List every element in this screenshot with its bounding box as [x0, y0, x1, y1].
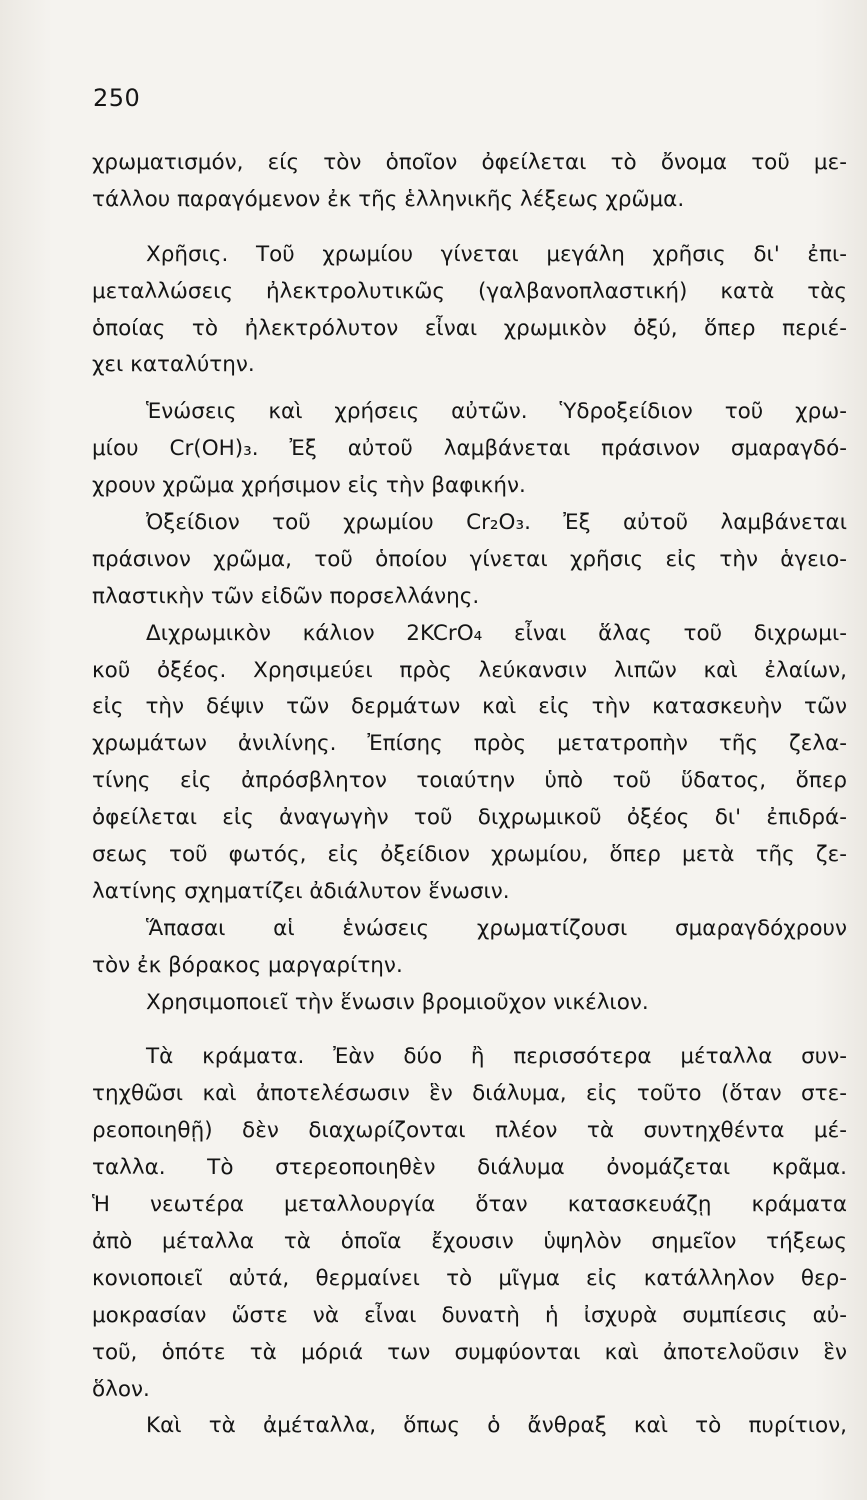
text-line: Ὀξείδιον τοῦ χρωμίου Cr₂O₃. Ἐξ αὐτοῦ λαμβάνεται [146, 510, 847, 536]
text-line: ὀφείλεται εἰς ἀναγωγὴν τοῦ διχρωμικοῦ ὀξέος δι' ἐπιδρά- [92, 805, 847, 831]
text-line: σεως τοῦ φωτός, εἰς ὀξείδιον χρωμίου, ὅπερ μετὰ τῆς ζε- [92, 842, 847, 868]
text-line: ρεοποιηθῇ) δὲν διαχωρίζονται πλέον τὰ συντηχθέντα μέ- [92, 1118, 847, 1144]
text-line: Ἡ νεωτέρα μεταλλουργία ὅταν κατασκευάζῃ κράματα [92, 1192, 847, 1218]
text-line: τὸν ἐκ βόρακος μαργαρίτην. [92, 952, 403, 978]
text-line: κονιοποιεῖ αὐτά, θερμαίνει τὸ μῖγμα εἰς κατάλληλον θερ- [92, 1265, 847, 1291]
text-line: χει καταλύτην. [92, 352, 255, 378]
text-line: μεταλλώσεις ἠλεκτρολυτικῶς (γαλβανοπλαστική) κατὰ τὰς [92, 278, 847, 304]
text-line: χρωματισμόν, είς τὸν ὁποῖον ὀφείλεται τὸ ὄνομα τοῦ με- [92, 150, 847, 175]
text-line: Διχρωμικὸν κάλιον 2KCrO₄ εἶναι ἅλας τοῦ διχρωμι- [146, 620, 847, 646]
text-line: Χρῆσις. Τοῦ χρωμίου γίνεται μεγάλη χρῆσις δι' ἐπι- [146, 241, 847, 267]
text-line: τηχθῶσι καὶ ἀποτελέσωσιν ἓν διάλυμα, εἰς τοῦτο (ὅταν στε- [92, 1081, 847, 1107]
text-line: τοῦ, ὁπότε τὰ μόριά των συμφύονται καὶ ἀποτελοῦσιν ἓν [92, 1339, 847, 1365]
text-line: πλαστικὴν τῶν εἰδῶν πορσελλάνης. [92, 583, 480, 609]
text-line: πράσινον χρῶμα, τοῦ ὁποίου γίνεται χρῆσις εἰς τὴν ἁγειο- [92, 546, 847, 572]
text-line: κοῦ ὀξέος. Χρησιμεύει πρὸς λεύκανσιν λιπῶν καὶ ἐλαίων, [92, 657, 847, 683]
text-line: μοκρασίαν ὥστε νὰ εἶναι δυνατὴ ἡ ἰσχυρὰ συμπίεσις αὐ- [92, 1302, 847, 1328]
text-line: μίου Cr(OH)₃. Ἐξ αὐτοῦ λαμβάνεται πράσινον σμαραγδό- [92, 436, 847, 462]
text-line: ὅλον. [92, 1376, 150, 1402]
page-number: 250 [93, 84, 141, 112]
text-line: Χρησιμοποιεῖ τὴν ἕνωσιν βρομιοῦχον νικέλιον. [146, 989, 649, 1015]
text-line: ἀπὸ μέταλλα τὰ ὁποῖα ἔχουσιν ὑψηλὸν σημεῖον τήξεως [92, 1228, 847, 1254]
text-line: τάλλου παραγόμενον ἐκ τῆς ἑλληνικῆς λέξεως χρῶμα. [92, 186, 685, 212]
text-line: εἰς τὴν δέψιν τῶν δερμάτων καὶ εἰς τὴν κατασκευὴν τῶν [92, 694, 847, 720]
text-line: Ἅπασαι αἱ ἑνώσεις χρωματίζουσι σμαραγδόχρουν [146, 915, 847, 941]
text-line: χρωμάτων ἀνιλίνης. Ἐπίσης πρὸς μετατροπὴν τῆς ζελα- [92, 731, 847, 757]
body-text [92, 145, 847, 1445]
text-line: Ἑνώσεις καὶ χρήσεις αὐτῶν. Ὑδροξείδιον τοῦ χρω- [146, 399, 847, 425]
text-line: τίνης εἰς ἀπρόσβλητον τοιαύτην ὑπὸ τοῦ ὕδατος, ὅπερ [92, 768, 847, 794]
text-line: ὁποίας τὸ ἠλεκτρόλυτον εἶναι χρωμικὸν ὀξύ, ὅπερ περιέ- [92, 315, 847, 341]
text-line: Τὰ κράματα. Ἐὰν δύο ἢ περισσότερα μέταλλα συν- [146, 1044, 847, 1070]
text-line: χρουν χρῶμα χρήσιμον εἰς τὴν βαφικήν. [92, 473, 526, 499]
text-line: ταλλα. Τὸ στερεοποιηθὲν διάλυμα ὀνομάζεται κρᾶμα. [92, 1155, 847, 1181]
text-line: Καὶ τὰ ἀμέταλλα, ὅπως ὁ ἄνθραξ καὶ τὸ πυρίτιον, [146, 1413, 847, 1439]
text-line: λατίνης σχηματίζει ἀδιάλυτον ἕνωσιν. [92, 878, 510, 904]
